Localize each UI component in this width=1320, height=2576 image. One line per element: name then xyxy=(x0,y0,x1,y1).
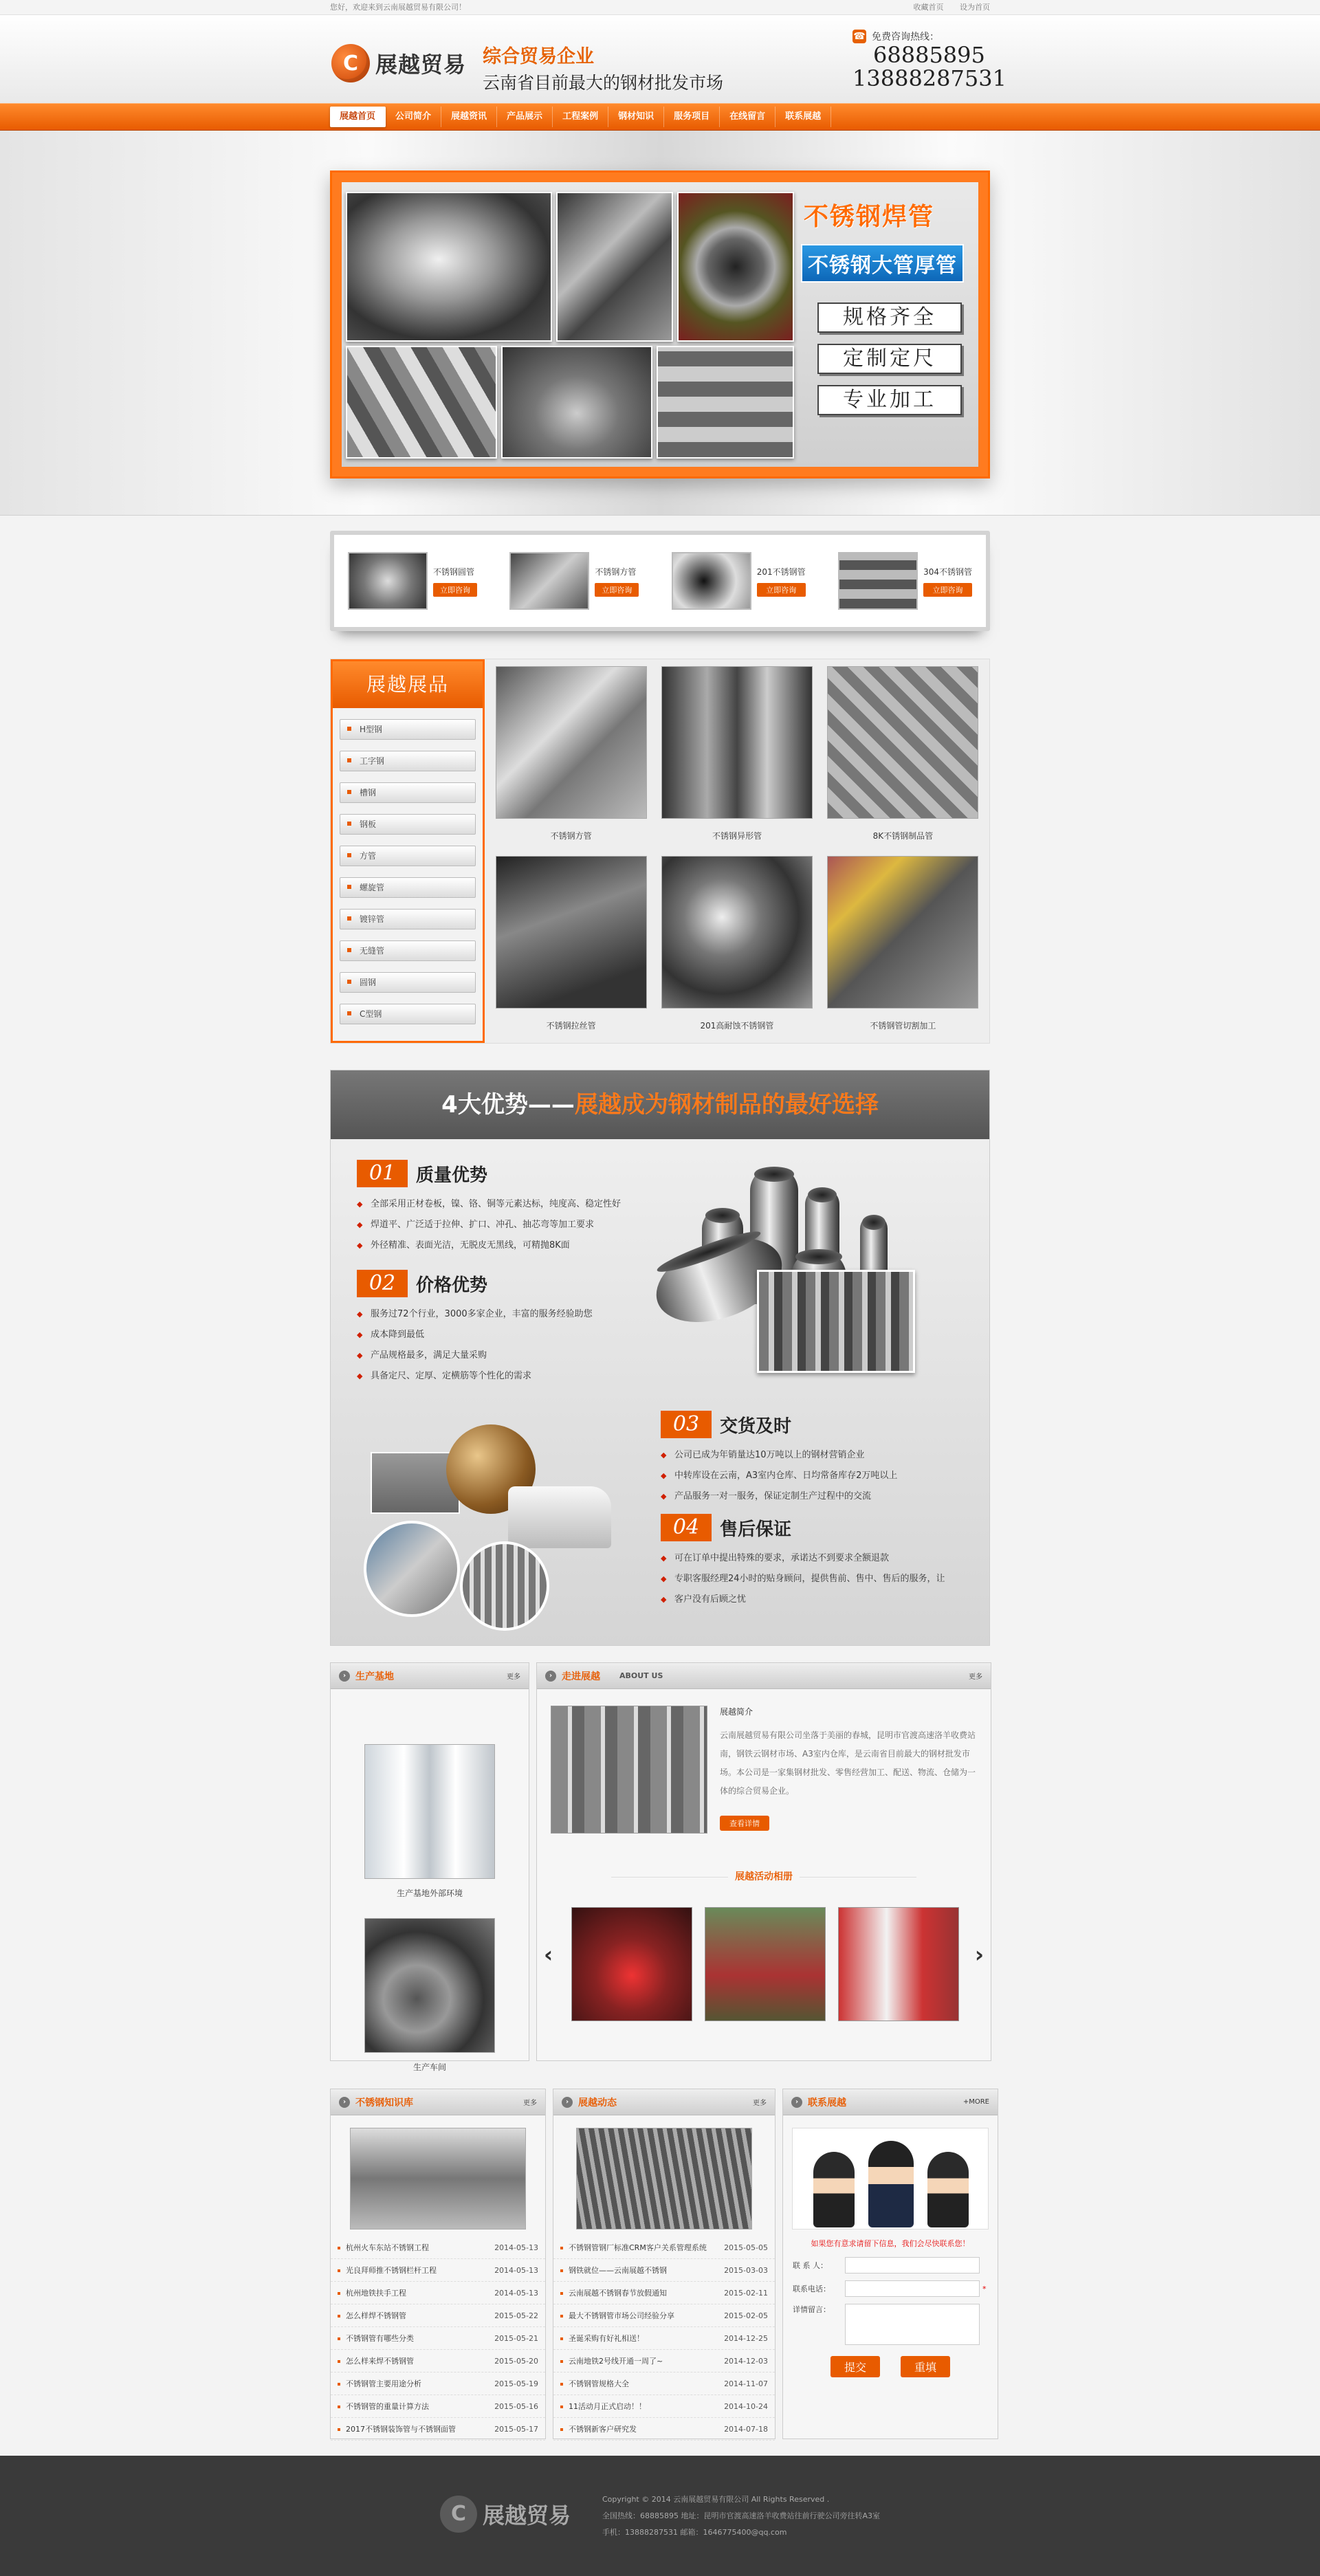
circle-icon: › xyxy=(545,1671,556,1682)
news-date: 2015-05-19 xyxy=(494,2379,538,2388)
news-date: 2014-05-13 xyxy=(494,2266,538,2275)
production-base-box xyxy=(330,1662,529,2072)
hotline-label: 免费咨询热线： xyxy=(872,32,939,43)
footer-contact: 手机：13888287531 邮箱：1646775400@qq.com xyxy=(602,2528,787,2537)
news-row[interactable] xyxy=(553,2236,775,2259)
featured-item[interactable] xyxy=(509,552,639,610)
sidebar-item-spiral-pipe[interactable]: 螺旋管 xyxy=(340,877,476,898)
banner-feature-2: 定制定尺 xyxy=(817,344,962,374)
header xyxy=(0,15,1320,103)
box-title: 走进展越 xyxy=(562,1671,600,1682)
product-name: 不锈钢异形管 xyxy=(712,831,762,841)
news-date: 2015-05-20 xyxy=(494,2357,538,2366)
banner-box[interactable] xyxy=(330,170,990,478)
more-link[interactable]: +MORE xyxy=(962,2098,989,2106)
advantage-point: ◆ 焊道平、广泛适于拉伸、扩口、冲孔、抽芯弯等加工要求 xyxy=(357,1215,621,1235)
news-row[interactable] xyxy=(331,2373,545,2395)
box-title: 生产基地 xyxy=(355,1671,394,1682)
product-sidebar xyxy=(331,659,485,1043)
news-date: 2015-05-17 xyxy=(494,2425,538,2434)
news-title: 不锈钢管规格大全 xyxy=(569,2379,629,2388)
news-date: 2015-05-05 xyxy=(724,2243,768,2252)
note-label: 详情留言： xyxy=(793,2305,830,2314)
base-caption: 生产车间 xyxy=(412,2062,446,2072)
advantage-number: 02 xyxy=(357,1270,408,1297)
advantage-point: ◆ 服务过72个行业，3000多家企业，丰富的服务经验助您 xyxy=(357,1304,593,1325)
advantage-point: ◆ 可在订单中提出特殊的要求，承诺达不到要求全额退款 xyxy=(661,1548,945,1569)
phone-input[interactable] xyxy=(845,2280,980,2297)
product-image xyxy=(661,666,813,819)
advantage-number: 03 xyxy=(661,1411,712,1438)
circle-icon: › xyxy=(339,2097,350,2108)
product-image xyxy=(827,856,978,1009)
nav-about[interactable]: 公司简介 xyxy=(386,107,441,127)
stock-photo xyxy=(460,1541,549,1631)
advantage-title: 售后保证 xyxy=(720,1519,792,1540)
news-title: 光良拜师推不锈钢栏杆工程 xyxy=(346,2266,437,2275)
about-subtitle: 展越简介 xyxy=(720,1707,754,1717)
favorite-link[interactable]: 收藏首页 xyxy=(913,3,944,12)
banner-title: 不锈钢焊管 xyxy=(804,202,935,231)
news-title: 最大不锈钢管市场公司经验分享 xyxy=(569,2311,674,2320)
news-row[interactable] xyxy=(331,2259,545,2282)
customer-service-image xyxy=(792,2128,989,2230)
service-note: 如果您有意求请留下信息，我们会尽快联系您！ xyxy=(811,2239,970,2248)
base-caption: 生产基地外部环境 xyxy=(396,1889,463,1898)
sidebar-item-channel[interactable]: 槽钢 xyxy=(340,782,476,803)
advantages-section xyxy=(330,1070,990,1646)
footer-logo-text: 展越贸易 xyxy=(483,2502,571,2529)
nav-contact[interactable]: 联系展越 xyxy=(776,107,831,127)
copyright: Copyright © 2014 云南展越贸易有限公司 All Rights Reserved . xyxy=(602,2495,830,2504)
news-row[interactable] xyxy=(553,2259,775,2282)
product-card[interactable] xyxy=(826,856,980,1036)
news-row[interactable] xyxy=(331,2236,545,2259)
nav-home[interactable]: 展越首页 xyxy=(330,107,386,127)
advantage-point: ◆ 外径精准、表面光洁，无脱皮无黑线，可精抛8K面 xyxy=(357,1235,621,1256)
circle-icon: › xyxy=(791,2097,802,2108)
featured-thumb xyxy=(348,552,428,610)
news-row[interactable] xyxy=(553,2418,775,2441)
box-title: 展越动态 xyxy=(578,2097,617,2109)
featured-name: 不锈钢方管 xyxy=(595,566,637,577)
welcome-text: 您好，欢迎来到云南展越贸易有限公司！ xyxy=(330,3,466,12)
sidebar-item-round-bar[interactable]: 圆钢 xyxy=(340,972,476,993)
news-box xyxy=(553,2089,776,2439)
name-label: 联 系 人： xyxy=(793,2261,828,2270)
news-title: 不锈钢管主要用途分析 xyxy=(346,2379,421,2388)
advantage-aftersales xyxy=(661,1514,945,1610)
advantage-point: ◆ 专职客服经理24小时的贴身顾问，提供售前、售中、售后的服务，让 xyxy=(661,1569,945,1589)
news-date: 2014-12-03 xyxy=(724,2357,768,2366)
news-title: 不锈钢新客户研究发 xyxy=(569,2425,637,2434)
sidebar-item-galvanized[interactable]: 镀锌管 xyxy=(340,909,476,929)
banner-photo-pipe-end xyxy=(677,192,794,342)
banner-subtitle: 不锈钢大管厚管 xyxy=(801,244,964,283)
news-date: 2014-05-13 xyxy=(494,2243,538,2252)
featured-thumb xyxy=(509,552,589,610)
featured-name: 201不锈钢管 xyxy=(756,566,806,577)
banner-photo-rect-tubes xyxy=(657,346,794,459)
news-row[interactable] xyxy=(553,2373,775,2395)
hotline-mobile: 13888287531 xyxy=(852,65,1006,91)
advantage-point: ◆ 产品服务一对一服务，保证定制生产过程中的交流 xyxy=(661,1486,897,1507)
required-mark: * xyxy=(982,2284,987,2293)
product-card[interactable] xyxy=(494,666,648,846)
product-card[interactable] xyxy=(826,666,980,846)
news-row[interactable] xyxy=(553,2395,775,2418)
news-image xyxy=(576,2128,752,2230)
news-date: 2014-07-18 xyxy=(724,2425,768,2434)
news-row[interactable] xyxy=(331,2395,545,2418)
about-box xyxy=(536,1662,991,2061)
footer-logo xyxy=(440,2496,571,2533)
footer-info xyxy=(602,2491,880,2541)
product-image xyxy=(827,666,978,819)
banner-photo-pipe-stack xyxy=(346,346,497,459)
news-list xyxy=(553,2236,775,2441)
product-card[interactable] xyxy=(660,666,813,846)
news-title: 圣诞采购有好礼相送！ xyxy=(569,2334,644,2343)
consult-button[interactable]: 立即咨询 xyxy=(433,583,477,597)
news-date: 2015-02-11 xyxy=(724,2289,768,2298)
news-title: 云南地铁2号线开通一周了~ xyxy=(569,2357,663,2366)
advantage-quality xyxy=(357,1160,621,1256)
featured-strip xyxy=(330,531,990,631)
name-input[interactable] xyxy=(845,2257,980,2274)
more-link[interactable]: 更多 xyxy=(507,1673,520,1681)
logo-icon: C xyxy=(440,2496,477,2533)
main-nav xyxy=(0,103,1320,131)
news-title: 杭州地铁扶手工程 xyxy=(346,2289,406,2298)
news-title: 钢铁就位——云南展越不锈钢 xyxy=(569,2266,667,2275)
set-home-link[interactable]: 设为首页 xyxy=(960,3,990,12)
news-title: 云南展越不锈钢春节放假通知 xyxy=(569,2289,667,2298)
logo[interactable] xyxy=(331,44,466,82)
circle-icon: › xyxy=(562,2097,573,2108)
nav-news[interactable]: 展越资讯 xyxy=(441,107,497,127)
hotline-phone: 68885895 xyxy=(873,42,985,68)
sidebar-title: 展越展品 xyxy=(333,661,483,708)
news-date: 2014-05-13 xyxy=(494,2289,538,2298)
news-row[interactable] xyxy=(331,2282,545,2304)
featured-thumb xyxy=(672,552,751,610)
hotline xyxy=(852,30,1006,91)
base-photo-workshop[interactable] xyxy=(364,1918,495,2053)
advantage-title: 交货及时 xyxy=(720,1416,792,1437)
advantage-delivery xyxy=(661,1411,897,1507)
product-name: 不锈钢方管 xyxy=(550,831,592,841)
about-text: 云南展越贸易有限公司坐落于美丽的春城，昆明市官渡高速洛羊收费站南，钢铁云钢材市场、A3室内仓库，是云南省目前最大的钢材批发市场。本公司是一家集钢材批发、零售经营加工、配送、物流、仓储为一体的综合贸易企业。 xyxy=(720,1730,976,1796)
news-title: 不锈钢管钢厂标准CRM客户关系管理系统 xyxy=(569,2243,707,2252)
product-image xyxy=(661,856,813,1009)
advantages-heading xyxy=(331,1070,989,1139)
base-photo-tanks[interactable] xyxy=(364,1744,495,1879)
featured-item[interactable] xyxy=(348,552,477,610)
phone-icon: ☎ xyxy=(853,31,866,42)
more-link[interactable]: 更多 xyxy=(969,1673,982,1681)
knowledge-box xyxy=(330,2089,546,2439)
product-grid xyxy=(485,659,989,1043)
sidebar-item-h-beam[interactable]: H型钢 xyxy=(340,719,476,740)
activity-photo[interactable] xyxy=(571,1907,692,2021)
product-image xyxy=(496,666,647,819)
featured-name: 不锈钢圆管 xyxy=(433,566,475,577)
banner xyxy=(0,131,1320,516)
advantage-point: ◆ 成本降到最低 xyxy=(357,1325,593,1345)
advantage-point: ◆ 全部采用正材卷板，镍、铬、铜等元素达标，纯度高、稳定性好 xyxy=(357,1194,621,1215)
product-name: 不锈钢拉丝管 xyxy=(546,1021,596,1031)
about-photo xyxy=(551,1706,707,1834)
product-card[interactable] xyxy=(660,856,813,1036)
sidebar-item-seamless[interactable]: 无缝管 xyxy=(340,940,476,961)
advantage-price xyxy=(357,1270,593,1387)
consult-button[interactable]: 立即咨询 xyxy=(923,583,972,597)
consult-button[interactable]: 立即咨询 xyxy=(595,583,639,597)
knowledge-list xyxy=(331,2236,545,2441)
product-name: 不锈钢管切割加工 xyxy=(870,1021,936,1031)
knowledge-image xyxy=(350,2128,526,2230)
news-title: 2017不锈钢装饰管与不锈钢面管 xyxy=(346,2425,456,2434)
news-title: 杭州火车东站不锈钢工程 xyxy=(346,2243,429,2252)
news-date: 2015-05-21 xyxy=(494,2334,538,2343)
sidebar-item-plate[interactable]: 钢板 xyxy=(340,814,476,835)
news-title: 不锈钢管有哪些分类 xyxy=(346,2334,414,2343)
slogan-primary: 综合贸易企业 xyxy=(483,46,594,67)
activity-photo[interactable] xyxy=(838,1907,959,2021)
logistics-illustration xyxy=(357,1424,618,1631)
box-title: 不锈钢知识库 xyxy=(355,2097,413,2109)
news-date: 2014-10-24 xyxy=(724,2402,768,2411)
sidebar-item-i-beam[interactable]: 工字钢 xyxy=(340,751,476,771)
advantage-title: 质量优势 xyxy=(416,1165,488,1186)
banner-feature-3: 专业加工 xyxy=(817,385,962,415)
truck-image xyxy=(508,1486,611,1548)
box-title: 联系展越 xyxy=(808,2097,846,2109)
news-title: 11活动月正式启动！！ xyxy=(569,2402,646,2411)
activity-title: 展越活动相册 xyxy=(537,1869,991,1883)
banner-photo-thick-pipe xyxy=(501,346,652,459)
featured-thumb xyxy=(838,552,918,610)
news-date: 2014-11-07 xyxy=(724,2379,768,2388)
contact-box xyxy=(782,2089,998,2439)
news-row[interactable] xyxy=(553,2282,775,2304)
footer xyxy=(0,2456,1320,2576)
product-section xyxy=(330,659,990,1044)
advantage-point: ◆ 中转库设在云南，A3室内仓库、日均常备库存2万吨以上 xyxy=(661,1466,897,1486)
nav-message[interactable]: 在线留言 xyxy=(720,107,776,127)
nav-cases[interactable]: 工程案例 xyxy=(553,107,608,127)
phone-label: 联系电话： xyxy=(793,2285,830,2293)
news-row[interactable] xyxy=(331,2304,545,2327)
product-card[interactable] xyxy=(494,856,648,1036)
consult-button[interactable]: 立即咨询 xyxy=(757,583,806,597)
news-date: 2014-12-25 xyxy=(724,2334,768,2343)
footer-address: 全国热线：68885895 地址：昆明市官渡高速洛羊收费站往前行驶公司旁往转A3室 xyxy=(602,2511,881,2520)
logo-text: 展越贸易 xyxy=(375,52,467,78)
view-details-button[interactable]: 查看详情 xyxy=(720,1816,769,1831)
reset-button[interactable]: 重填 xyxy=(901,2356,950,2377)
news-date: 2015-03-03 xyxy=(724,2266,768,2275)
product-name: 8K不锈钢制品管 xyxy=(872,831,934,841)
worker-photo xyxy=(364,1521,460,1617)
box-title-en: ABOUT US xyxy=(619,1671,663,1680)
product-image xyxy=(496,856,647,1009)
news-title: 不锈钢管的重量计算方法 xyxy=(346,2402,429,2411)
sidebar-item-square-pipe[interactable]: 方管 xyxy=(340,846,476,866)
nav-products[interactable]: 产品展示 xyxy=(497,107,553,127)
news-row[interactable] xyxy=(553,2327,775,2350)
banner-feature-1: 规格齐全 xyxy=(817,302,962,333)
advantage-number: 04 xyxy=(661,1514,712,1541)
advantage-point: ◆ 公司已成为年销量达10万吨以上的钢材营销企业 xyxy=(661,1445,897,1466)
advantage-point: ◆ 客户没有后顾之忧 xyxy=(661,1589,945,1610)
advantages-heading-highlight: 展越成为钢材制品的最好选择 xyxy=(574,1091,879,1119)
news-date: 2015-05-22 xyxy=(494,2311,538,2320)
banner-photo-round-pipe xyxy=(346,192,552,342)
chevron-left-icon[interactable]: ‹ xyxy=(544,1941,553,1968)
featured-item[interactable] xyxy=(672,552,806,610)
product-name: 201高耐蚀不锈钢管 xyxy=(700,1021,774,1031)
news-row[interactable] xyxy=(331,2350,545,2373)
activity-photo[interactable] xyxy=(705,1907,826,2021)
sidebar-item-c-beam[interactable]: C型钢 xyxy=(340,1004,476,1024)
featured-name: 304不锈钢管 xyxy=(923,566,972,577)
advantage-point: ◆ 具备定尺、定厚、定横筋等个性化的需求 xyxy=(357,1366,593,1387)
circle-icon: › xyxy=(339,1671,350,1682)
note-textarea[interactable] xyxy=(845,2304,980,2345)
news-date: 2015-05-16 xyxy=(494,2402,538,2411)
news-row[interactable] xyxy=(553,2304,775,2327)
news-title: 怎么样焊不锈钢管 xyxy=(346,2311,406,2320)
more-link[interactable]: 更多 xyxy=(523,2100,537,2107)
banner-photo-square-pipe xyxy=(556,192,673,342)
featured-item[interactable] xyxy=(838,552,972,610)
top-bar xyxy=(0,0,1320,15)
news-row[interactable] xyxy=(331,2327,545,2350)
advantages-heading-prefix: 4大优势—— xyxy=(441,1091,575,1119)
advantage-title: 价格优势 xyxy=(416,1275,488,1296)
submit-button[interactable]: 提交 xyxy=(830,2356,880,2377)
news-title: 怎么样来焊不锈钢管 xyxy=(346,2357,414,2366)
news-row[interactable] xyxy=(331,2418,545,2441)
advantage-point: ◆ 产品规格最多，满足大量采购 xyxy=(357,1345,593,1366)
advantage-number: 01 xyxy=(357,1160,408,1187)
news-row[interactable] xyxy=(553,2350,775,2373)
news-date: 2015-02-05 xyxy=(724,2311,768,2320)
slogan-secondary: 云南省目前最大的钢材批发市场 xyxy=(483,73,724,93)
slogan xyxy=(483,41,723,94)
logo-icon: C xyxy=(331,44,370,82)
nav-services[interactable]: 服务项目 xyxy=(664,107,720,127)
nav-knowledge[interactable]: 钢材知识 xyxy=(608,107,664,127)
more-link[interactable]: 更多 xyxy=(753,2100,767,2107)
chevron-right-icon[interactable]: › xyxy=(974,1941,984,1968)
warehouse-photo xyxy=(757,1270,915,1373)
